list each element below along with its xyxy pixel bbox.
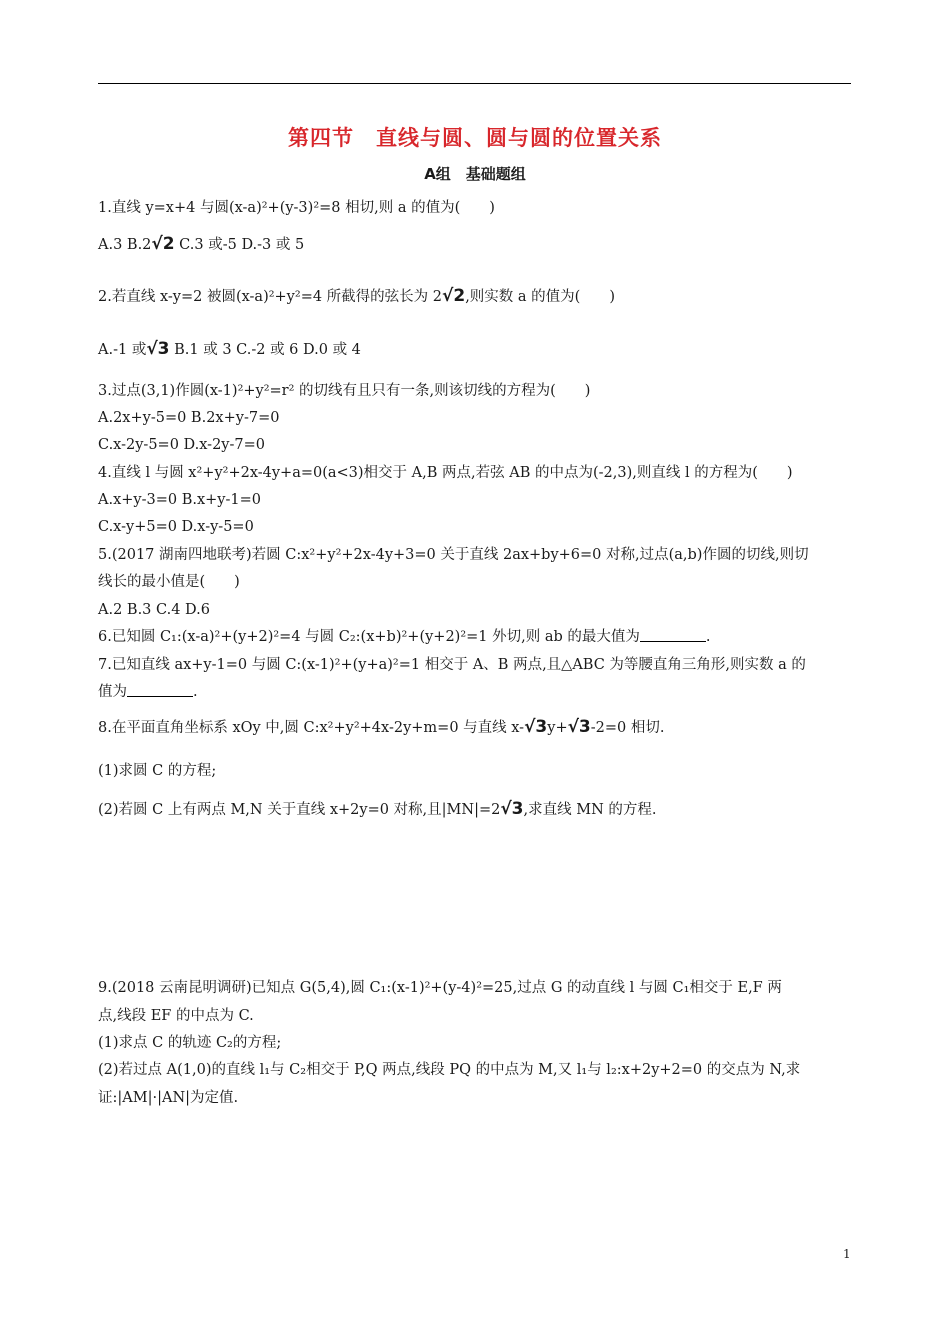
question-text: C.3 或-5 D.-3 或 5 (174, 237, 305, 253)
answer-blank (127, 682, 193, 697)
page-number: 1 (843, 1247, 851, 1261)
question-line-q3 (98, 381, 590, 401)
answer-blank (640, 627, 706, 642)
question-text: . (193, 684, 198, 700)
question-text: C.x-y+5=0 D.x-y-5=0 (98, 519, 254, 535)
question-text: A.2x+y-5=0 B.2x+y-7=0 (98, 410, 280, 426)
question-line-q8-2 (98, 799, 657, 820)
question-text: (2)若过点 A(1,0)的直线 l₁与 C₂相交于 P,Q 两点,线段 PQ 的中点为 M,又 l₁与 l₂:x+2y+2=0 的交点为 N,求 (98, 1062, 801, 1078)
question-line-q9 (98, 978, 782, 998)
section-title: 第四节 直线与圆、圆与圆的位置关系 (288, 126, 662, 150)
question-text: y+ (547, 720, 568, 736)
radical-symbol: √2 (151, 234, 175, 254)
question-line-q6 (98, 627, 710, 647)
question-text: (2)若圆 C 上有两点 M,N 关于直线 x+2y=0 对称,且|MN|=2 (98, 802, 501, 818)
question-text: 1.直线 y=x+4 与圆(x-a)²+(y-3)²=8 相切,则 a 的值为( ) (98, 200, 495, 216)
radical-symbol: √2 (442, 286, 466, 306)
question-text: C.x-2y-5=0 D.x-2y-7=0 (98, 437, 265, 453)
question-line-q9-1 (98, 1033, 281, 1053)
question-line-q9-2 (98, 1060, 800, 1080)
question-line-q7-cont (98, 682, 198, 702)
question-text: 值为 (98, 684, 127, 700)
question-text: 线长的最小值是( ) (98, 574, 240, 590)
question-line-q4-cd (98, 517, 254, 537)
question-text: (1)求圆 C 的方程; (98, 763, 217, 779)
question-text: 证:|AM|·|AN|为定值. (98, 1090, 239, 1106)
question-line-q1 (98, 198, 495, 218)
question-line-q4-ab (98, 490, 261, 510)
question-line-q2-opts (98, 339, 361, 360)
question-line-q3-cd (98, 435, 265, 455)
question-line-q9-2-cont (98, 1088, 238, 1108)
question-text: 4.直线 l 与圆 x²+y²+2x-4y+a=0(a<3)相交于 A,B 两点,若弦 AB 的中点为(-2,3),则直线 l 的方程为( ) (98, 465, 793, 481)
question-line-q2 (98, 286, 615, 307)
section-subtitle: A组 基础题组 (424, 165, 526, 183)
question-text: (1)求点 C 的轨迹 C₂的方程; (98, 1035, 282, 1051)
question-line-q7 (98, 655, 806, 675)
radical-symbol: √3 (524, 717, 548, 737)
question-text: 5.(2017 湖南四地联考)若圆 C:x²+y²+2x-4y+3=0 关于直线 2ax+by+6=0 对称,过点(a,b)作圆的切线,则切 (98, 547, 809, 563)
question-line-q3-ab (98, 408, 279, 428)
question-text: B.1 或 3 C.-2 或 6 D.0 或 4 (169, 342, 361, 358)
question-line-q8-1 (98, 761, 216, 781)
question-text: A.2 B.3 C.4 D.6 (98, 602, 210, 618)
header-rule (98, 83, 851, 84)
question-text: 6.已知圆 C₁:(x-a)²+(y+2)²=4 与圆 C₂:(x+b)²+(y+2)²=1 外切,则 ab 的最大值为 (98, 629, 640, 645)
question-text: 点,线段 EF 的中点为 C. (98, 1008, 254, 1024)
question-text: 9.(2018 云南昆明调研)已知点 G(5,4),圆 C₁:(x-1)²+(y-4)²=25,过点 G 的动直线 l 与圆 C₁相交于 E,F 两 (98, 980, 782, 996)
question-text: 3.过点(3,1)作圆(x-1)²+y²=r² 的切线有且只有一条,则该切线的方程为( ) (98, 383, 591, 399)
question-text: A.-1 或 (98, 342, 147, 358)
question-text: ,求直线 MN 的方程. (523, 802, 657, 818)
radical-symbol: √3 (567, 717, 591, 737)
question-line-q9-cont (98, 1006, 254, 1026)
question-line-q5-cont (98, 572, 240, 592)
question-text: A.3 B.2 (98, 237, 152, 253)
question-text: 7.已知直线 ax+y-1=0 与圆 C:(x-1)²+(y+a)²=1 相交于 A、B 两点,且△ABC 为等腰直角三角形,则实数 a 的 (98, 657, 806, 673)
radical-symbol: √3 (500, 799, 524, 819)
question-text: 8.在平面直角坐标系 xOy 中,圆 C:x²+y²+4x-2y+m=0 与直线 x- (98, 720, 525, 736)
question-line-q1-opts (98, 234, 304, 255)
question-text: 2.若直线 x-y=2 被圆(x-a)²+y²=4 所截得的弦长为 2 (98, 289, 443, 305)
question-text: ,则实数 a 的值为( ) (465, 289, 615, 305)
question-line-q5 (98, 545, 809, 565)
question-text: -2=0 相切. (590, 720, 665, 736)
question-line-q4 (98, 463, 793, 483)
question-line-q5-opts (98, 600, 210, 620)
question-line-q8 (98, 717, 664, 738)
radical-symbol: √3 (146, 339, 170, 359)
question-text: A.x+y-3=0 B.x+y-1=0 (98, 492, 261, 508)
question-text: . (705, 629, 711, 645)
